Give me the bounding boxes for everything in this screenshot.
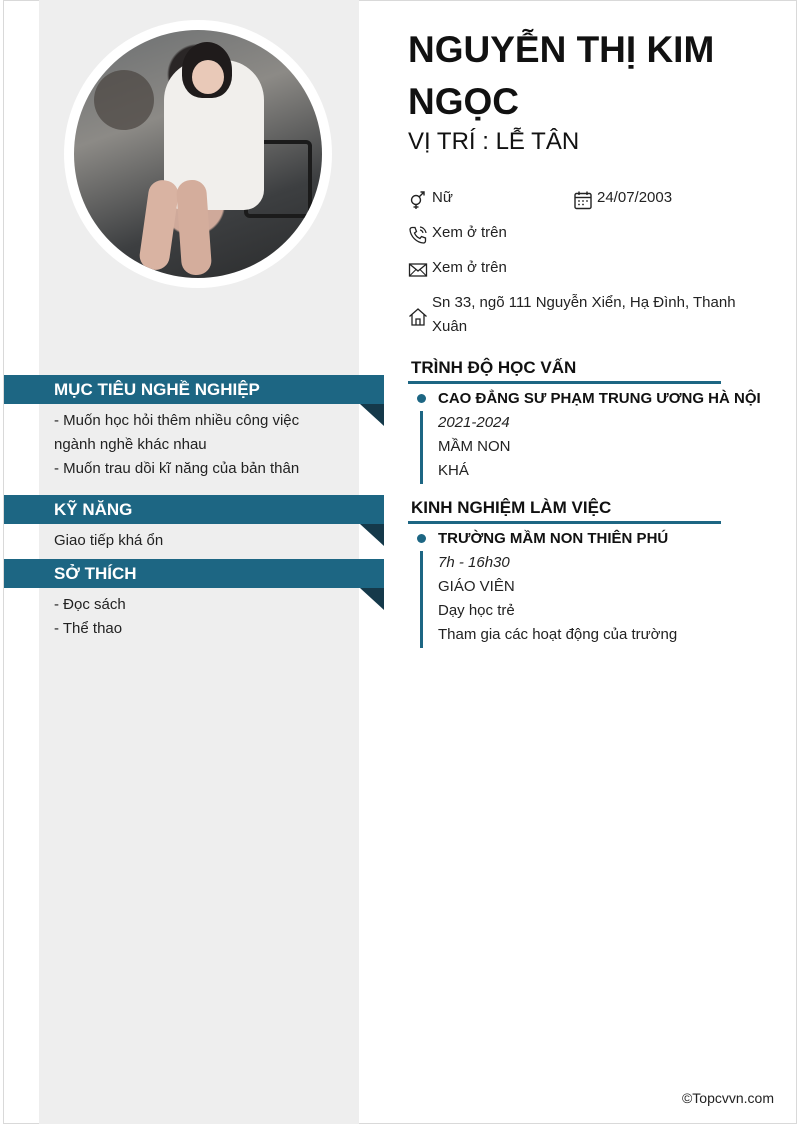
objective-fold-decoration <box>360 404 384 426</box>
skills-header <box>4 495 384 524</box>
hobbies-fold-decoration <box>360 588 384 610</box>
hobbies-title: SỞ THÍCH <box>54 564 137 583</box>
footer-watermark: ©Topcvvn.com <box>681 1090 774 1106</box>
address-value: Sn 33, ngõ 111 Nguyễn Xiển, Hạ Đình, Thanh Xuân <box>432 294 736 335</box>
education-bullet <box>417 394 426 403</box>
phone-icon <box>408 225 428 245</box>
avatar-photo <box>74 30 322 278</box>
home-icon <box>408 307 428 327</box>
avatar-frame <box>64 20 332 288</box>
skills-line: Giao tiếp khá ổn <box>54 532 164 549</box>
objective-text <box>54 409 334 481</box>
experience-title: KINH NGHIỆM LÀM VIỆC <box>411 498 612 517</box>
skills-fold-decoration <box>360 524 384 546</box>
objective-line: - Muốn trau dồi kĩ năng của bản thân <box>54 460 300 477</box>
education-title: TRÌNH ĐỘ HỌC VẤN <box>411 358 577 377</box>
objective-line: - Muốn học hỏi thêm nhiều công việc ngành nghề khác nhau <box>54 412 300 453</box>
gender-icon <box>408 190 428 210</box>
experience-timeline <box>420 551 423 648</box>
calendar-icon <box>573 190 593 210</box>
hobbies-text <box>54 593 334 641</box>
birthday-value: 24/07/2003 <box>597 189 673 206</box>
experience-duty: Dạy học trẻ <box>438 602 515 619</box>
education-grade: KHÁ <box>438 462 469 479</box>
education-school: CAO ĐẲNG SƯ PHẠM TRUNG ƯƠNG HÀ NỘI <box>438 390 761 407</box>
hobbies-header <box>4 559 384 588</box>
hobbies-line: - Thể thao <box>54 620 123 637</box>
experience-company: TRƯỜNG MẦM NON THIÊN PHÚ <box>438 530 669 547</box>
experience-divider <box>408 521 721 524</box>
education-timeline <box>420 411 423 484</box>
mail-icon <box>408 260 428 280</box>
education-period: 2021-2024 <box>438 414 510 431</box>
experience-role: GIÁO VIÊN <box>438 578 515 595</box>
objective-title: MỤC TIÊU NGHỀ NGHIỆP <box>54 380 260 399</box>
candidate-position: VỊ TRÍ : LỄ TÂN <box>408 128 580 155</box>
education-divider <box>408 381 721 384</box>
email-value: Xem ở trên <box>432 259 507 276</box>
experience-bullet <box>417 534 426 543</box>
objective-header <box>4 375 384 404</box>
education-major: MẦM NON <box>438 438 511 455</box>
skills-text <box>54 529 334 553</box>
gender-value: Nữ <box>432 189 453 206</box>
skills-title: KỸ NĂNG <box>54 500 133 519</box>
hobbies-line: - Đọc sách <box>54 596 126 613</box>
experience-duty: Tham gia các hoạt động của trường <box>438 626 678 643</box>
phone-value: Xem ở trên <box>432 224 507 241</box>
experience-time: 7h - 16h30 <box>438 554 510 571</box>
candidate-name: NGUYỄN THỊ KIM NGỌC <box>408 29 715 122</box>
